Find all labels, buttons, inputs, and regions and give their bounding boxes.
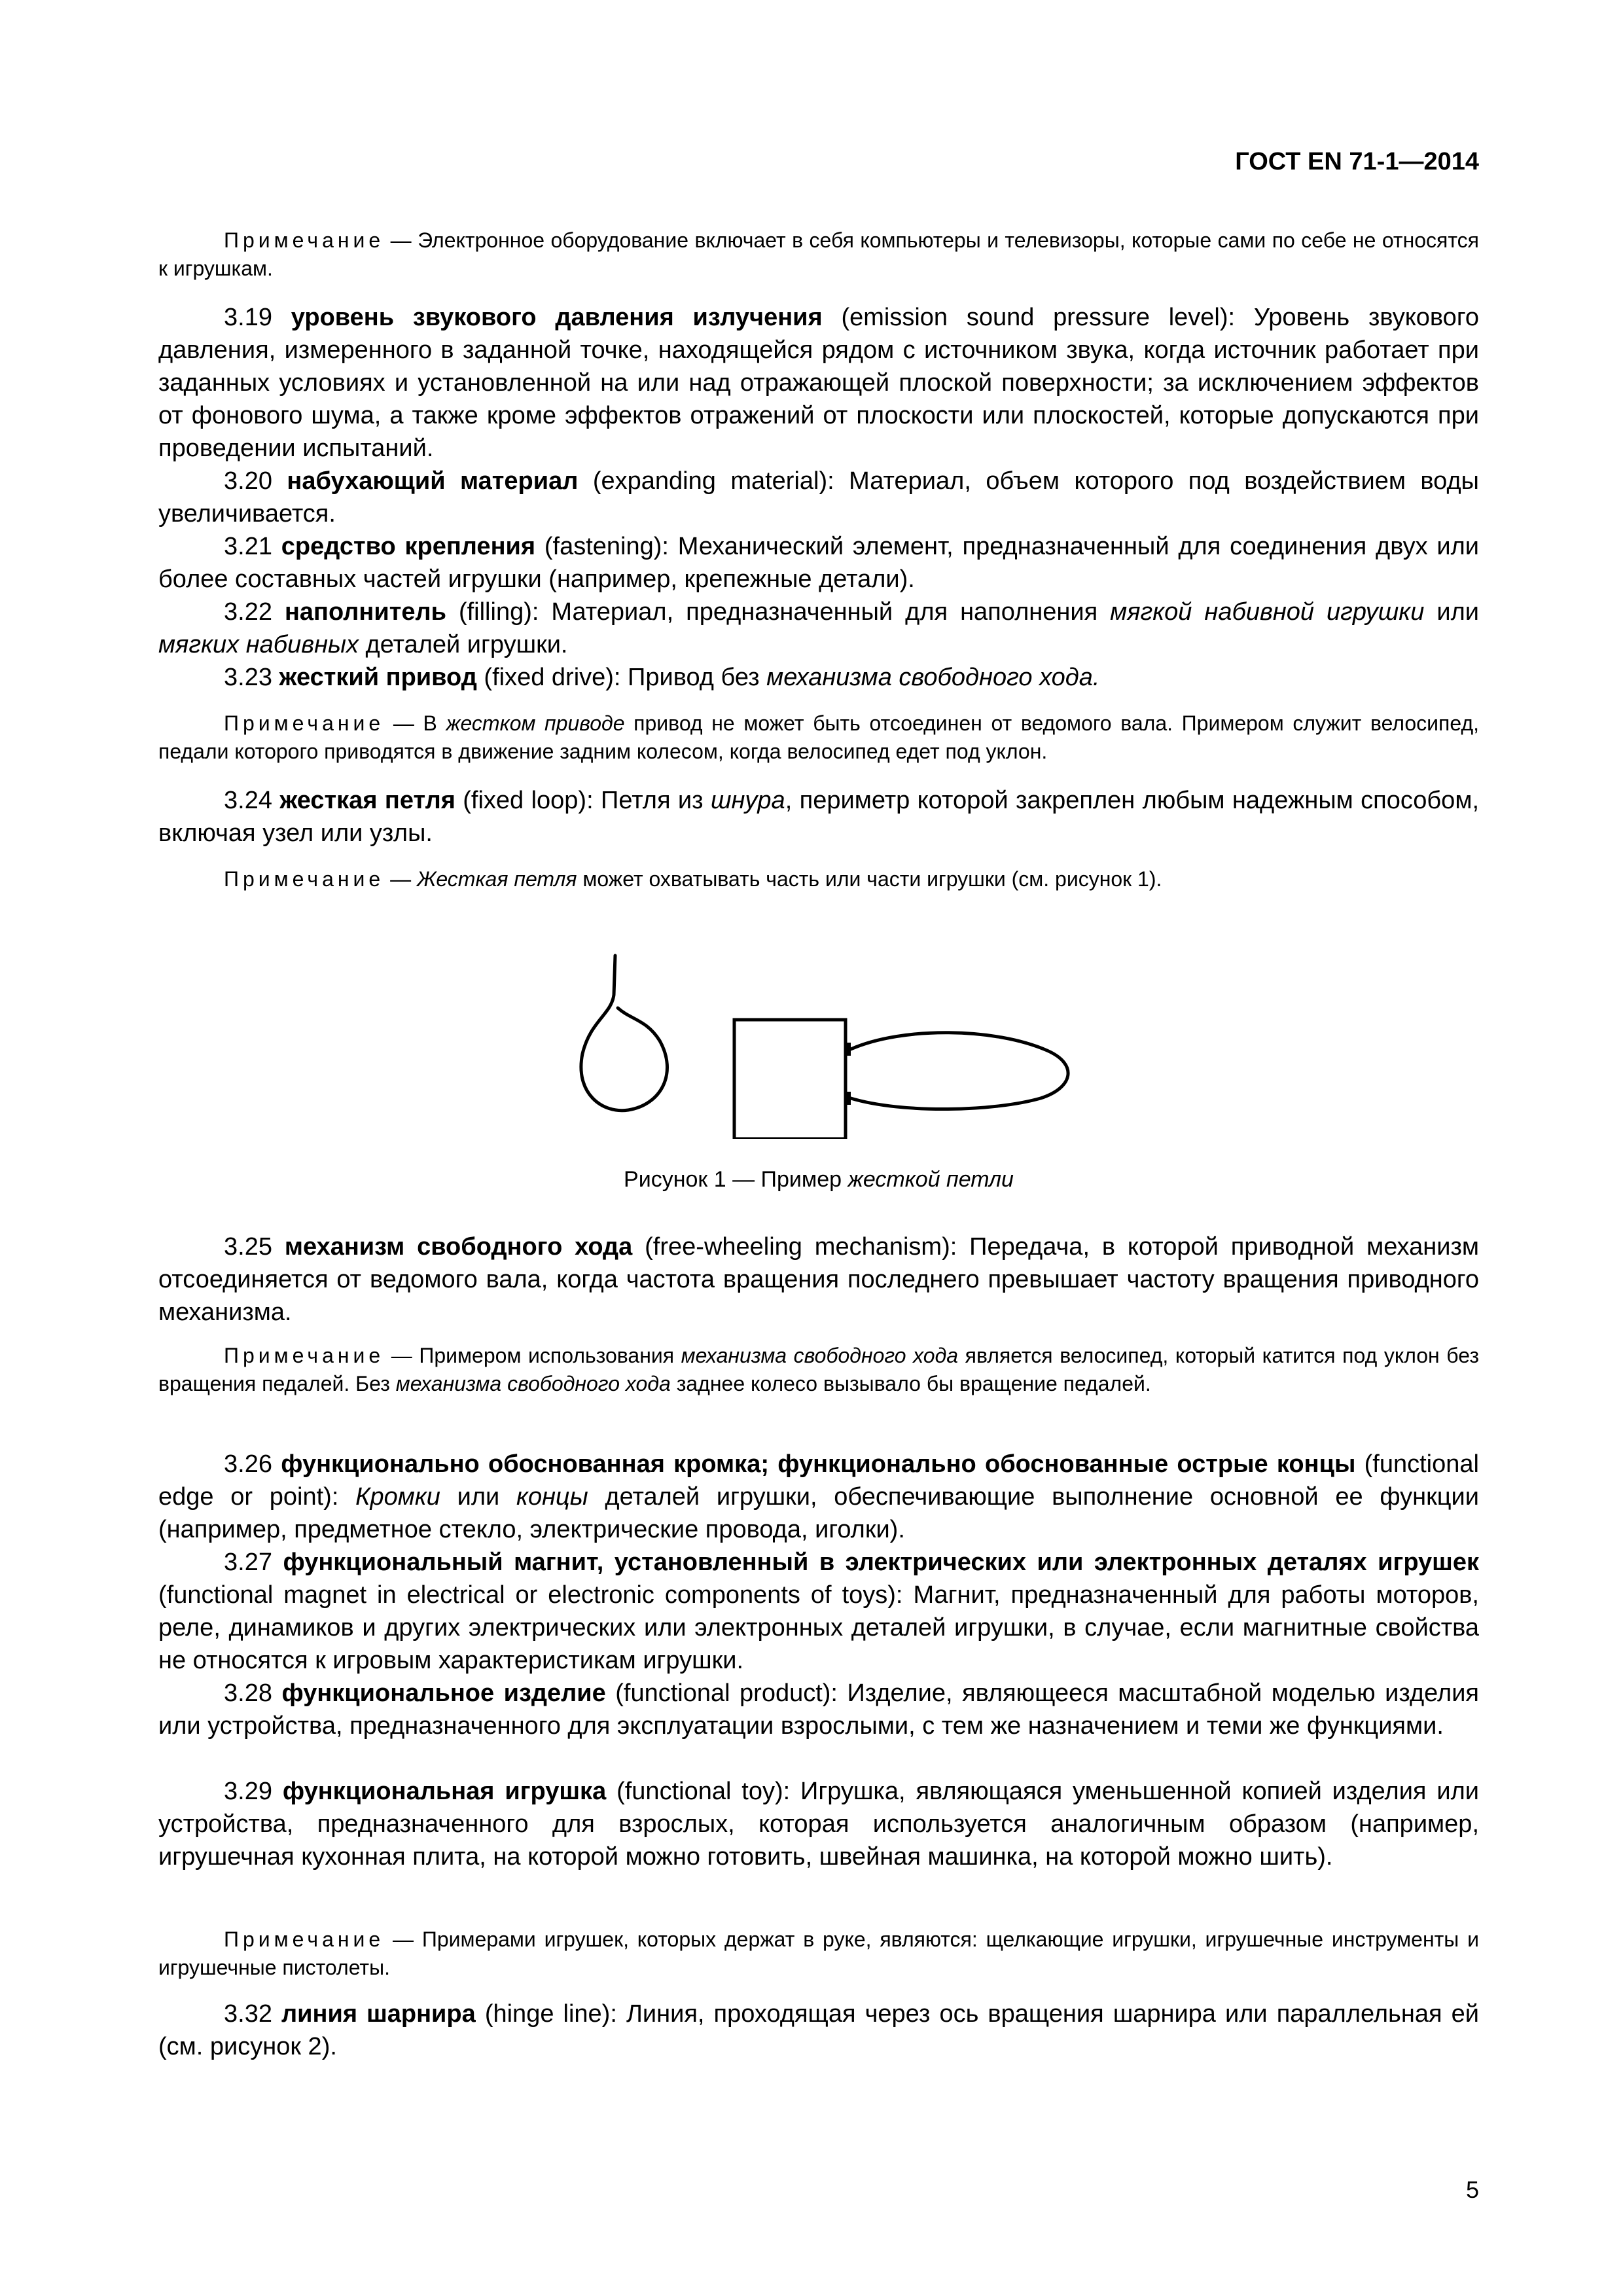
note-functional-toys: Примечание — Примерами игрушек, которых держат в руке, являются: щелкающие игрушки, игрушечные инструменты и игрушечные пистолеты. <box>158 1928 1479 1979</box>
page-number: 5 <box>1465 2176 1479 2203</box>
term-3-22: 3.22 наполнитель (filling): Материал, предназначенный для наполнения мягкой набивной игрушки или мягких набивных деталей игрушки. <box>158 598 1479 658</box>
loop-ellipse <box>851 1033 1068 1109</box>
term-3-21: 3.21 средство крепления (fastening): Механический элемент, предназначенный для соединения двух или более составных частей игрушки (например, крепежные детали). <box>158 533 1479 593</box>
note-label: Примечание <box>224 228 385 252</box>
term-3-28: 3.28 функциональное изделие (functional product): Изделие, являющееся масштабной моделью изделия или устройства, предназначенного для эксплуатации взрослыми, с тем же назначением и теми же функциями. <box>158 1679 1479 1740</box>
term-3-24: 3.24 жесткая петля (fixed loop): Петля из шнура, периметр которой закреплен любым надежным способом, включая узел или узлы. <box>158 787 1479 847</box>
note-free-wheeling: Примечание — Примером использования механизма свободного хода является велосипед, который катится под уклон без вращения педалей. Без механизма свободного хода заднее колесо вызывало бы вращение педалей. <box>158 1344 1480 1395</box>
term-3-26: 3.26 функционально обоснованная кромка; функционально обоснованные острые концы (functional edge or point): Кромки или концы деталей игрушки, обеспечивающие выполнение основной ее функции (например, предметное стекло, электрические провода, иголки). <box>158 1450 1480 1543</box>
term-title: функциональное изделие <box>281 1679 606 1707</box>
note-label: Примечание <box>224 711 385 735</box>
term-title: жесткий привод <box>279 664 477 691</box>
document-id-header: ГОСТ EN 71-1—2014 <box>1235 148 1479 175</box>
note-label: Примечание <box>224 867 385 891</box>
term-3-23: 3.23 жесткий привод (fixed drive): Привод без механизма свободного хода. <box>224 664 1100 691</box>
term-title: линия шарнира <box>281 2000 476 2028</box>
term-title: механизм свободного хода <box>284 1233 633 1261</box>
term-3-19: 3.19 уровень звукового давления излучения (emission sound pressure level): Уровень звукового давления, измеренного в заданной точке, находящейся рядом с источником звука, когда источник работает при заданных условиях и установленной на или над отражающей плоской поверхности; за исключением эффектов от фонового шума, а также кроме эффектов отражений от плоскости или плоскостей, которые допускаются при проведении испытаний. <box>158 304 1479 462</box>
note-label: Примечание <box>224 1928 385 1951</box>
term-title: уровень звукового давления излучения <box>291 304 823 331</box>
term-3-25: 3.25 механизм свободного хода (free-wheeling mechanism): Передача, в которой приводной механизм отсоединяется от ведомого вала, когда частота вращения последнего превышает частоту вращения приводного механизма. <box>158 1233 1479 1326</box>
figure-1-fixed-loop <box>563 942 1073 1139</box>
note-electronic-equipment: Примечание — Электронное оборудование включает в себя компьютеры и телевизоры, которые сами по себе не относятся к игрушкам. <box>158 228 1479 280</box>
term-title: функциональная игрушка <box>282 1778 607 1805</box>
cord-loop-drawing <box>581 956 668 1111</box>
term-3-20: 3.20 набухающий материал (expanding material): Материал, объем которого под воздействием воды увеличивается. <box>158 467 1479 528</box>
term-3-29: 3.29 функциональная игрушка (functional toy): Игрушка, являющаяся уменьшенной копией изделия или устройства, предназначенного для взрослых, которая используется аналогичным образом (например, игрушечная кухонная плита, на которой можно готовить, швейная машинка, на которой можно шить). <box>158 1778 1480 1871</box>
term-title: жесткая петля <box>279 787 455 814</box>
term-title: наполнитель <box>284 598 446 626</box>
figure-1-caption: Рисунок 1 — Пример жесткой петли <box>624 1167 1014 1192</box>
term-3-27: 3.27 функциональный магнит, установленный в электрических или электронных деталях игрушек (functional magnet in electrical or electronic components of toys): Магнит, предназначенный для работы моторов, реле, динамиков и других электрических или электронных деталей игрушки, в случае, если магнитные свойства не относятся к игровым характеристикам игрушки. <box>158 1549 1479 1674</box>
term-title: средство крепления <box>281 533 536 560</box>
term-3-32: 3.32 линия шарнира (hinge line): Линия, проходящая через ось вращения шарнира или параллельная ей (см. рисунок 2). <box>158 2000 1479 2060</box>
note-fixed-loop: Примечание — Жесткая петля может охватывать часть или части игрушки (см. рисунок 1). <box>224 867 1162 891</box>
toy-part-box <box>734 1020 846 1139</box>
note-label: Примечание <box>224 1344 385 1367</box>
term-title: набухающий материал <box>287 467 579 495</box>
term-title: функционально обоснованная кромка; функционально обоснованные острые концы <box>281 1450 1356 1478</box>
term-title: функциональный магнит, установленный в электрических или электронных деталях игрушек <box>283 1549 1479 1576</box>
note-fixed-drive: Примечание — В жестком приводе привод не может быть отсоединен от ведомого вала. Примером служит велосипед, педали которого приводятся в движение задним колесом, когда велосипед едет под уклон. <box>158 711 1480 763</box>
